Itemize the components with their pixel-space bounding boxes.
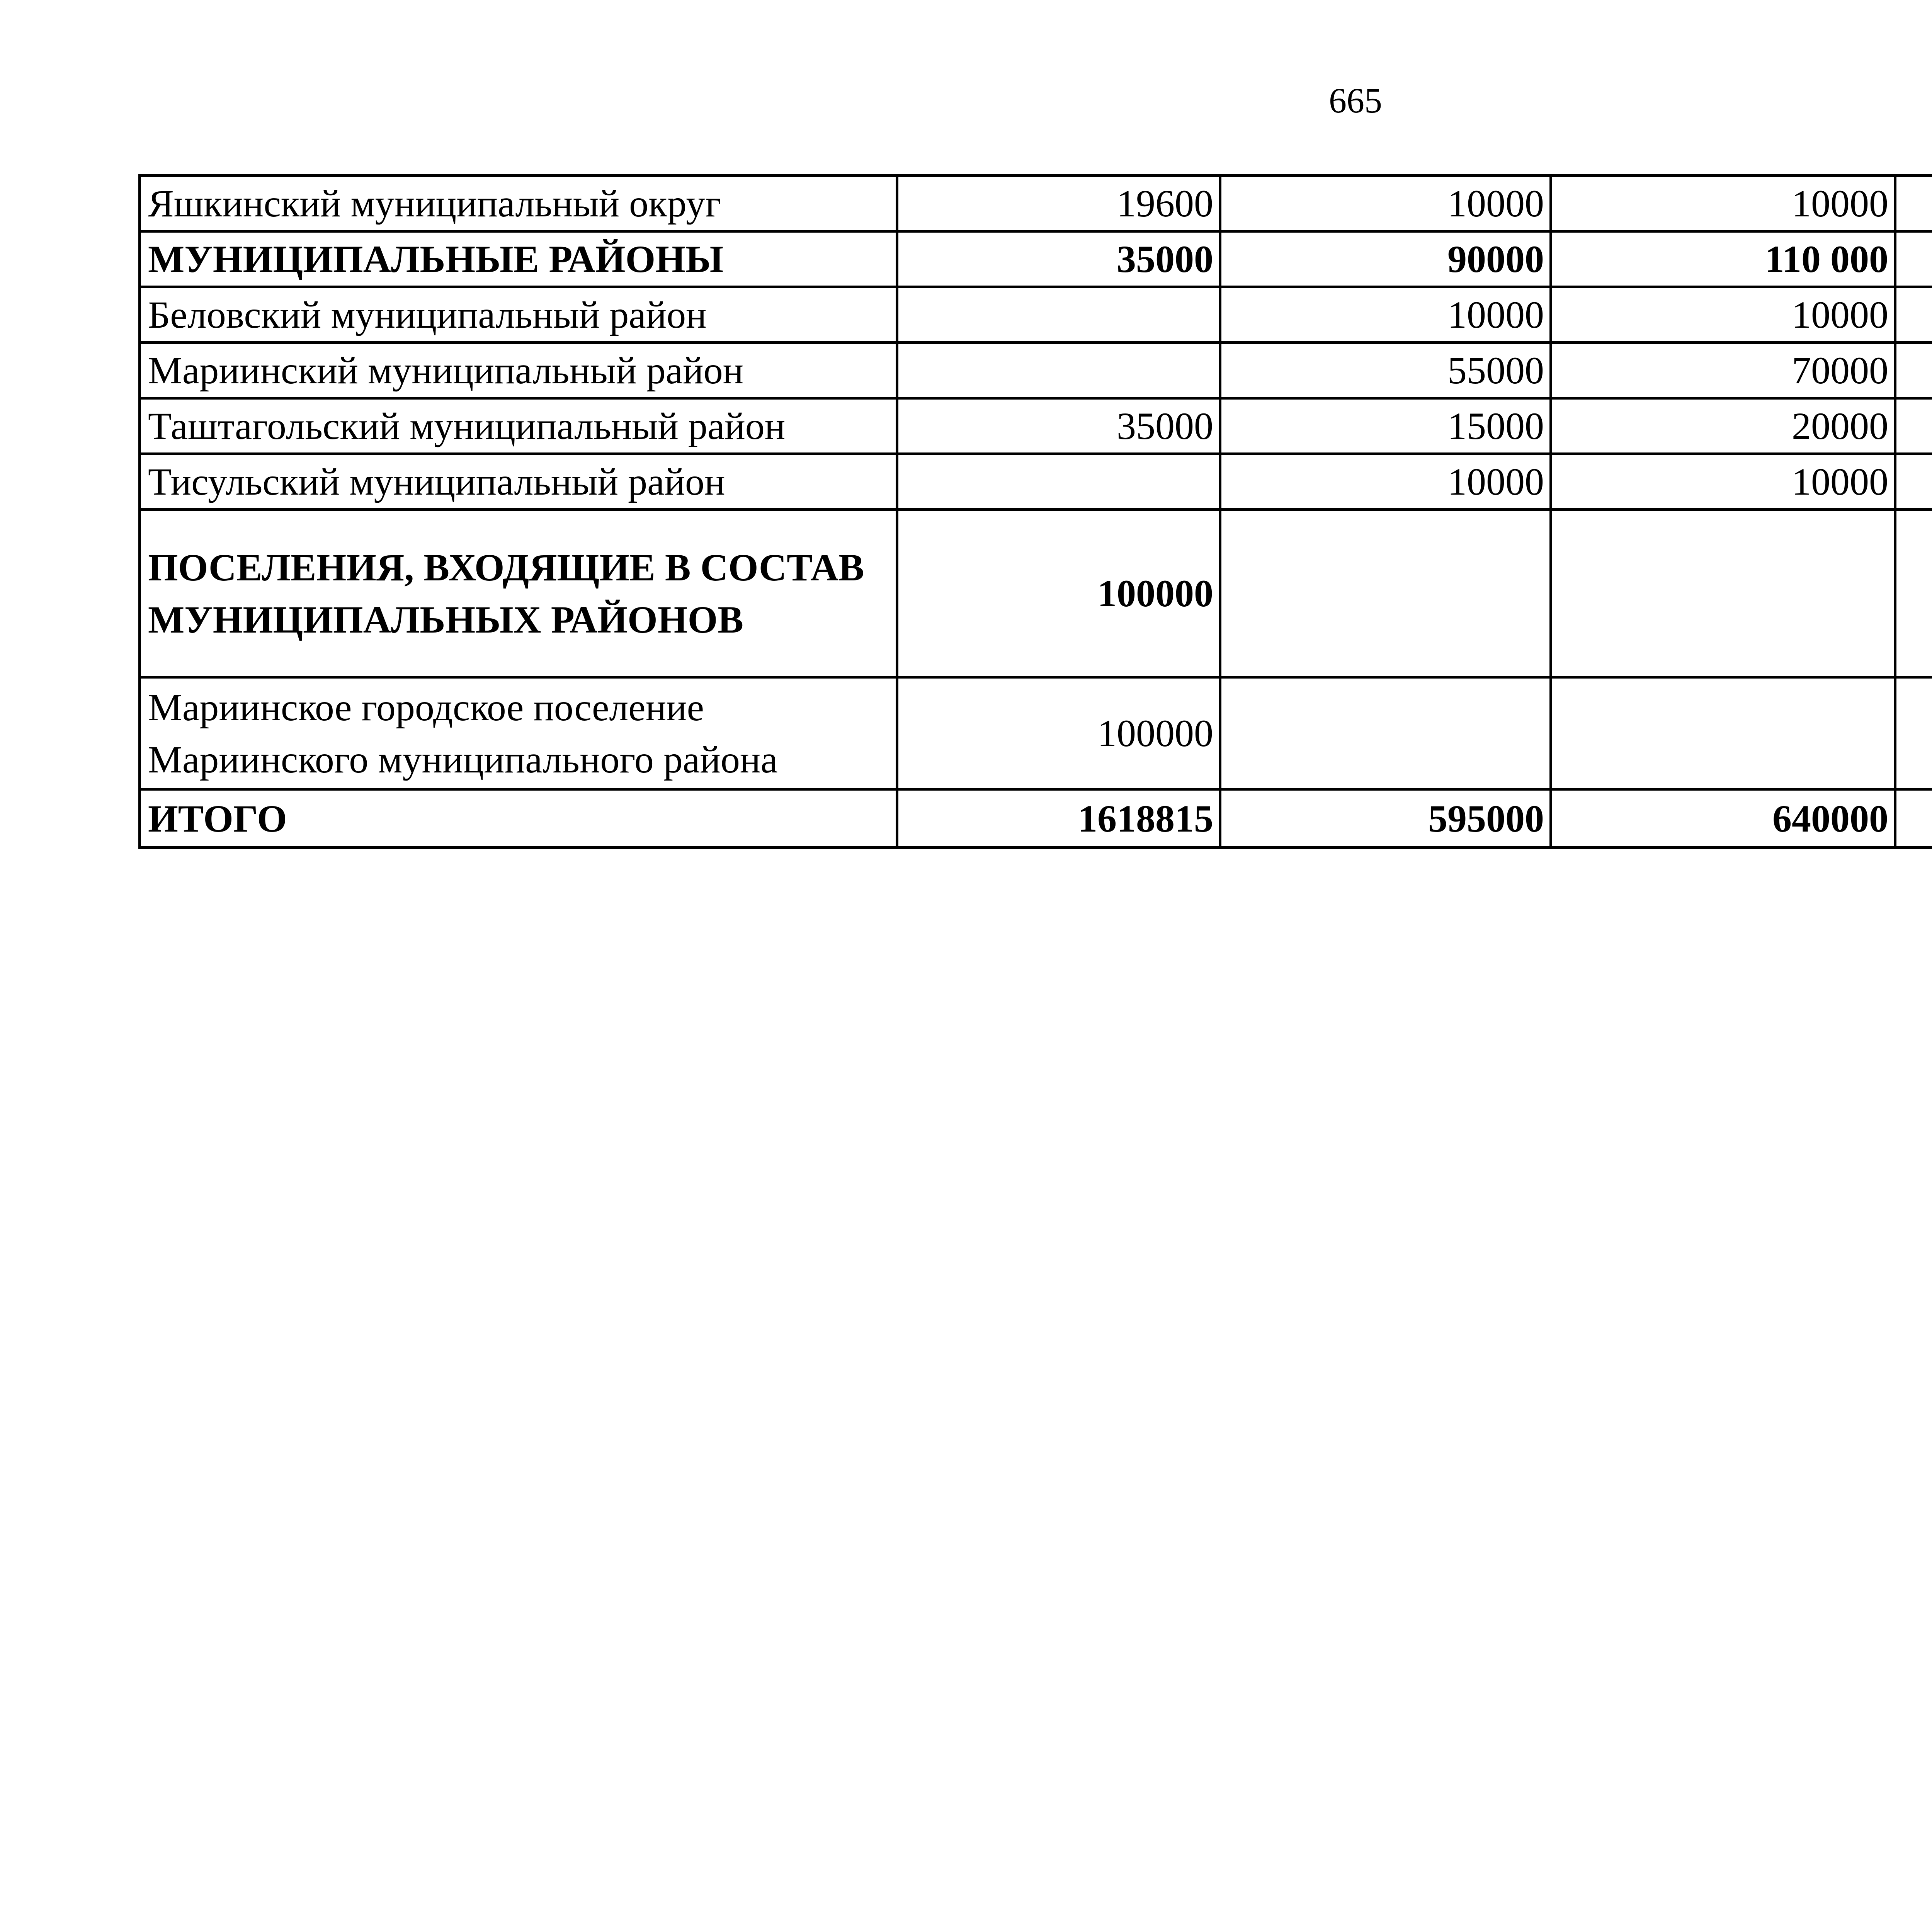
- region-name-cell: ПОСЕЛЕНИЯ, ВХОДЯЩИЕ В СОСТАВ МУНИЦИПАЛЬНЫХ РАЙОНОВ: [140, 510, 897, 677]
- value-col-5-cell: [1895, 510, 1932, 677]
- table-row: [140, 789, 1932, 848]
- value-col-2-cell: [897, 287, 1220, 343]
- table-row: [140, 454, 1932, 510]
- table-row: [140, 510, 1932, 677]
- page-number: 665: [1329, 81, 1382, 120]
- value-col-4-cell: [1551, 677, 1895, 789]
- table-body: [140, 176, 1932, 848]
- region-name-cell: МУНИЦИПАЛЬНЫЕ РАЙОНЫ: [140, 231, 897, 287]
- table-row: [140, 398, 1932, 454]
- value-col-2-cell: 19600: [897, 176, 1220, 231]
- value-col-5-cell: [1895, 398, 1932, 454]
- value-col-3-cell: 595000: [1220, 789, 1551, 848]
- value-col-3-cell: [1220, 510, 1551, 677]
- value-col-4-cell: 10000: [1551, 454, 1895, 510]
- value-col-2-cell: 1618815: [897, 789, 1220, 848]
- value-col-4-cell: 10000: [1551, 176, 1895, 231]
- value-col-5-cell: [1895, 454, 1932, 510]
- table-row: [140, 287, 1932, 343]
- value-col-5-cell: [1895, 231, 1932, 287]
- value-col-3-cell: 15000: [1220, 398, 1551, 454]
- region-name-cell: ИТОГО: [140, 789, 897, 848]
- table-row: [140, 343, 1932, 398]
- region-name-cell: Беловский муниципальный район: [140, 287, 897, 343]
- table-row: [140, 231, 1932, 287]
- value-col-2-cell: 35000: [897, 231, 1220, 287]
- region-name-cell: Мариинский муниципальный район: [140, 343, 897, 398]
- value-col-5-cell: [1895, 287, 1932, 343]
- value-col-4-cell: 20000: [1551, 398, 1895, 454]
- value-col-4-cell: 110 000: [1551, 231, 1895, 287]
- value-col-3-cell: 10000: [1220, 287, 1551, 343]
- budget-table: [138, 174, 1932, 849]
- value-col-2-cell: [897, 454, 1220, 510]
- region-name-cell: Мариинское городское поселение Мариинского муниципального района: [140, 677, 897, 789]
- value-col-2-cell: 100000: [897, 677, 1220, 789]
- value-col-4-cell: 640000: [1551, 789, 1895, 848]
- value-col-2-cell: 100000: [897, 510, 1220, 677]
- value-col-4-cell: [1551, 510, 1895, 677]
- value-col-3-cell: 55000: [1220, 343, 1551, 398]
- value-col-3-cell: 10000: [1220, 454, 1551, 510]
- value-col-5-cell: [1895, 677, 1932, 789]
- region-name-cell: Тисульский муниципальный район: [140, 454, 897, 510]
- value-col-3-cell: [1220, 677, 1551, 789]
- value-col-4-cell: 70000: [1551, 343, 1895, 398]
- region-name-cell: Таштагольский муниципальный район: [140, 398, 897, 454]
- value-col-3-cell: 10000: [1220, 176, 1551, 231]
- region-name-cell: Яшкинский муниципальный округ: [140, 176, 897, 231]
- value-col-2-cell: [897, 343, 1220, 398]
- value-col-4-cell: 10000: [1551, 287, 1895, 343]
- value-col-5-cell: [1895, 343, 1932, 398]
- value-col-5-cell: [1895, 789, 1932, 848]
- value-col-5-cell: [1895, 176, 1932, 231]
- value-col-3-cell: 90000: [1220, 231, 1551, 287]
- value-col-2-cell: 35000: [897, 398, 1220, 454]
- table-row: [140, 176, 1932, 231]
- table-row: [140, 677, 1932, 789]
